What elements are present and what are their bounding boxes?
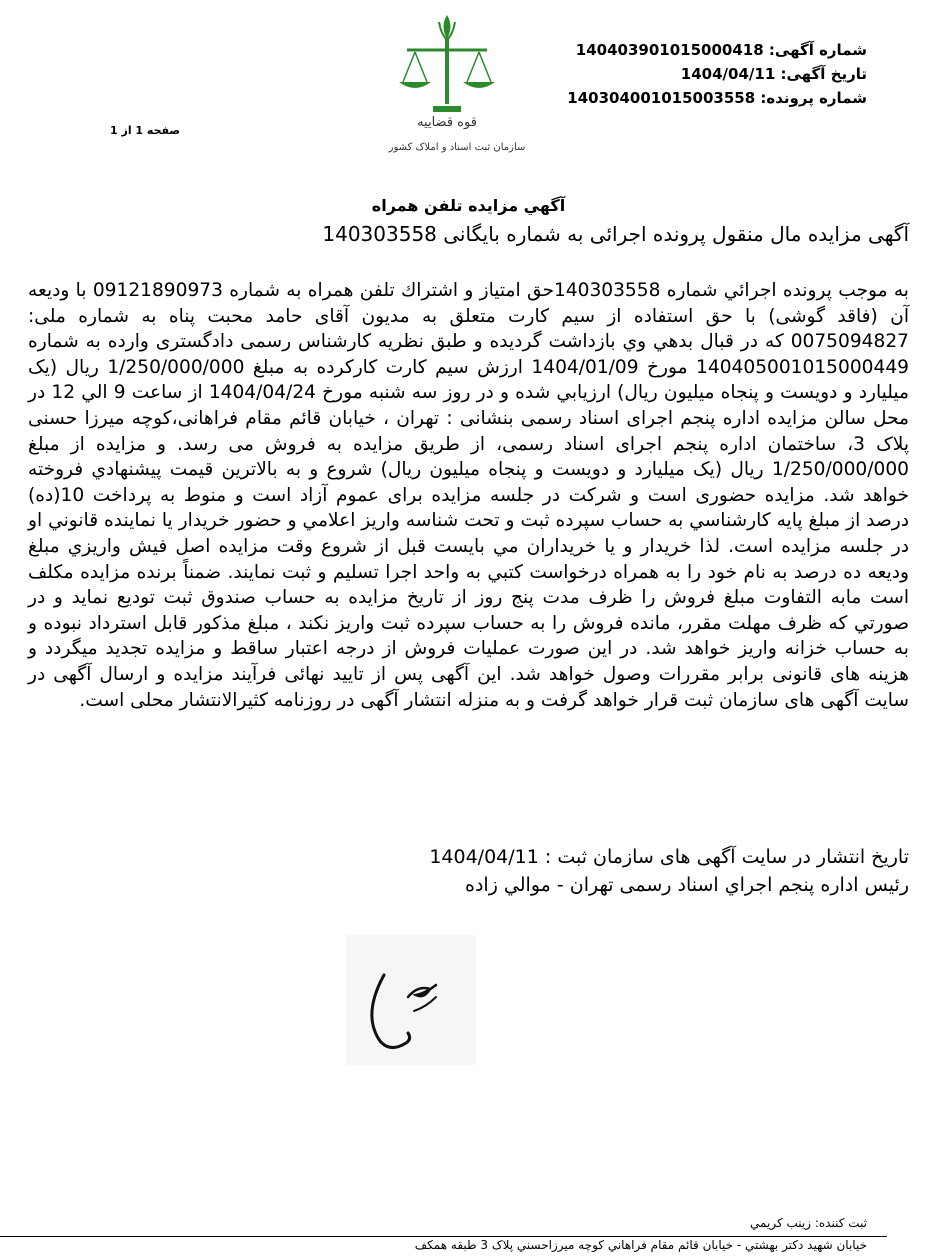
ad-date-label: تاریخ آگهی: [780,65,867,83]
publish-date-line: تاریخ انتشار در سایت آگهی های سازمان ثبت : 1404/04/11 [429,846,909,868]
registrar-label: ثبت کننده: [814,1216,867,1230]
registrar-name: زینب کریمي [750,1216,812,1230]
signatory-line: رئيس اداره پنجم اجراي اسناد رسمی تهران - موالي زاده [465,874,909,896]
ad-number-row [567,38,867,62]
ad-number-label: شماره آگهی: [768,41,867,59]
auction-body-text: به موجب پرونده اجرائي شماره 140303558حق امتیاز و اشتراك تلفن همراه به شماره 09121890973 با ودیعه آن (فاقد گوشی) با حق استفاده از سیم کارت متعلق به مدیون آقای حامد محبت پناه به شماره ملی: 0075094827 که در قبال بدهي وي بازداشت گرديده و طبق نظريه كارشناس رسمی دادگستری وارده به شماره 14040500101500044‌9 مورخ 1404/01/09 ارزش سیم کارت کارکرده به مبلغ 1/250/000/000 ريال (یک میلیارد و دویست و پنجاه میلیون ريال) ارزيابي شده و در روز سه شنبه مورخ 1404/04/24 از ساعت 9 الي 12 در محل سالن مزايده اداره پنجم اجرای اسناد رسمی بنشانی : تهران ، خیابان قائم مقام فراهانی،کوچه میرزا حسنی پلاک 3، ساختمان اداره پنجم اجرای اسناد رسمی، از طريق مزايده به فروش می رسد. و مزايده از مبلغ 1/250/000/000 ريال (یک میلیارد و دویست و پنجاه میلیون ريال) شروع و به بالاترين قيمت پيشنهادي فروخته خواهد شد. مزایده حضوری است و شرکت در جلسه مزایده برای عموم آزاد است و منوط به پرداخت 10(ده) درصد از مبلغ پايه كارشناسي به حساب سپرده ثبت و تحت شناسه واريز اعلامي و حضور خریدار يا نماينده قانوني او در جلسه مزايده است. لذا خريدار و يا خريداران مي بايست قبل از شروع وقت مزايده اصل فيش واريزي مبلغ وديعه ده درصد به نام خود را به همراه درخواست كتبي به واحد اجرا تسليم و ثبت نمايند. ضمناً برنده مزايده مكلف است مابه التفاوت مبلغ فروش را ظرف مدت پنج روز از تاريخ مزايده به حساب صندوق ثبت توديع نمايد و در صورتي كه ظرف مهلت مقرر، مانده فروش را به حساب سپرده ثبت واريز نكند ، مبلغ مذكور قابل استرداد نبوده و به حساب خزانه واريز خواهد شد. در این صورت عملیات فروش از درجه اعتبار ساقط و مزایده تجدید میگردد و هزینه های قانونی برابر مقررات وصول خواهد شد. این آگهی پس از تایید نهائی فرآیند مزایده و ارسال آگهی در سایت آگهی های سازمان ثبت قرار خواهد گرفت و به منزله انتشار آگهی در روزنامه کثیرالانتشار محلی است. [28,280,909,711]
judiciary-emblem-icon [385,8,535,158]
handwritten-signature-icon [346,935,476,1065]
office-address: خيابان شهيد دكتر بهشتي - خيابان قائم مقام فراهاني كوچه ميرزاحسني پلاک 3 طبقه همكف [414,1238,867,1252]
ad-date: 1404/04/11 [680,65,776,83]
document-subtitle: آگهی مزایده مال منقول پرونده اجرائی به شماره بایگانی 140303558 [322,222,909,246]
ad-number: 14040390101500041‌8 [575,41,764,59]
ad-meta [567,38,867,110]
file-number-label: شماره پرونده: [760,89,867,107]
registrar-line [750,1216,867,1230]
logo-subtext: سازمان ثبت اسناد و املاک کشور [388,142,526,153]
page-number: صفحه 1 از 1 [110,124,181,137]
document-title: آگهي مزايده تلفن همراه [371,196,566,215]
logo-text: قوه قضاییه [417,115,477,130]
file-number: 140304001015003558 [567,89,756,107]
ad-date-row [567,62,867,86]
file-number-row [567,86,867,110]
footer-divider [0,1236,887,1237]
